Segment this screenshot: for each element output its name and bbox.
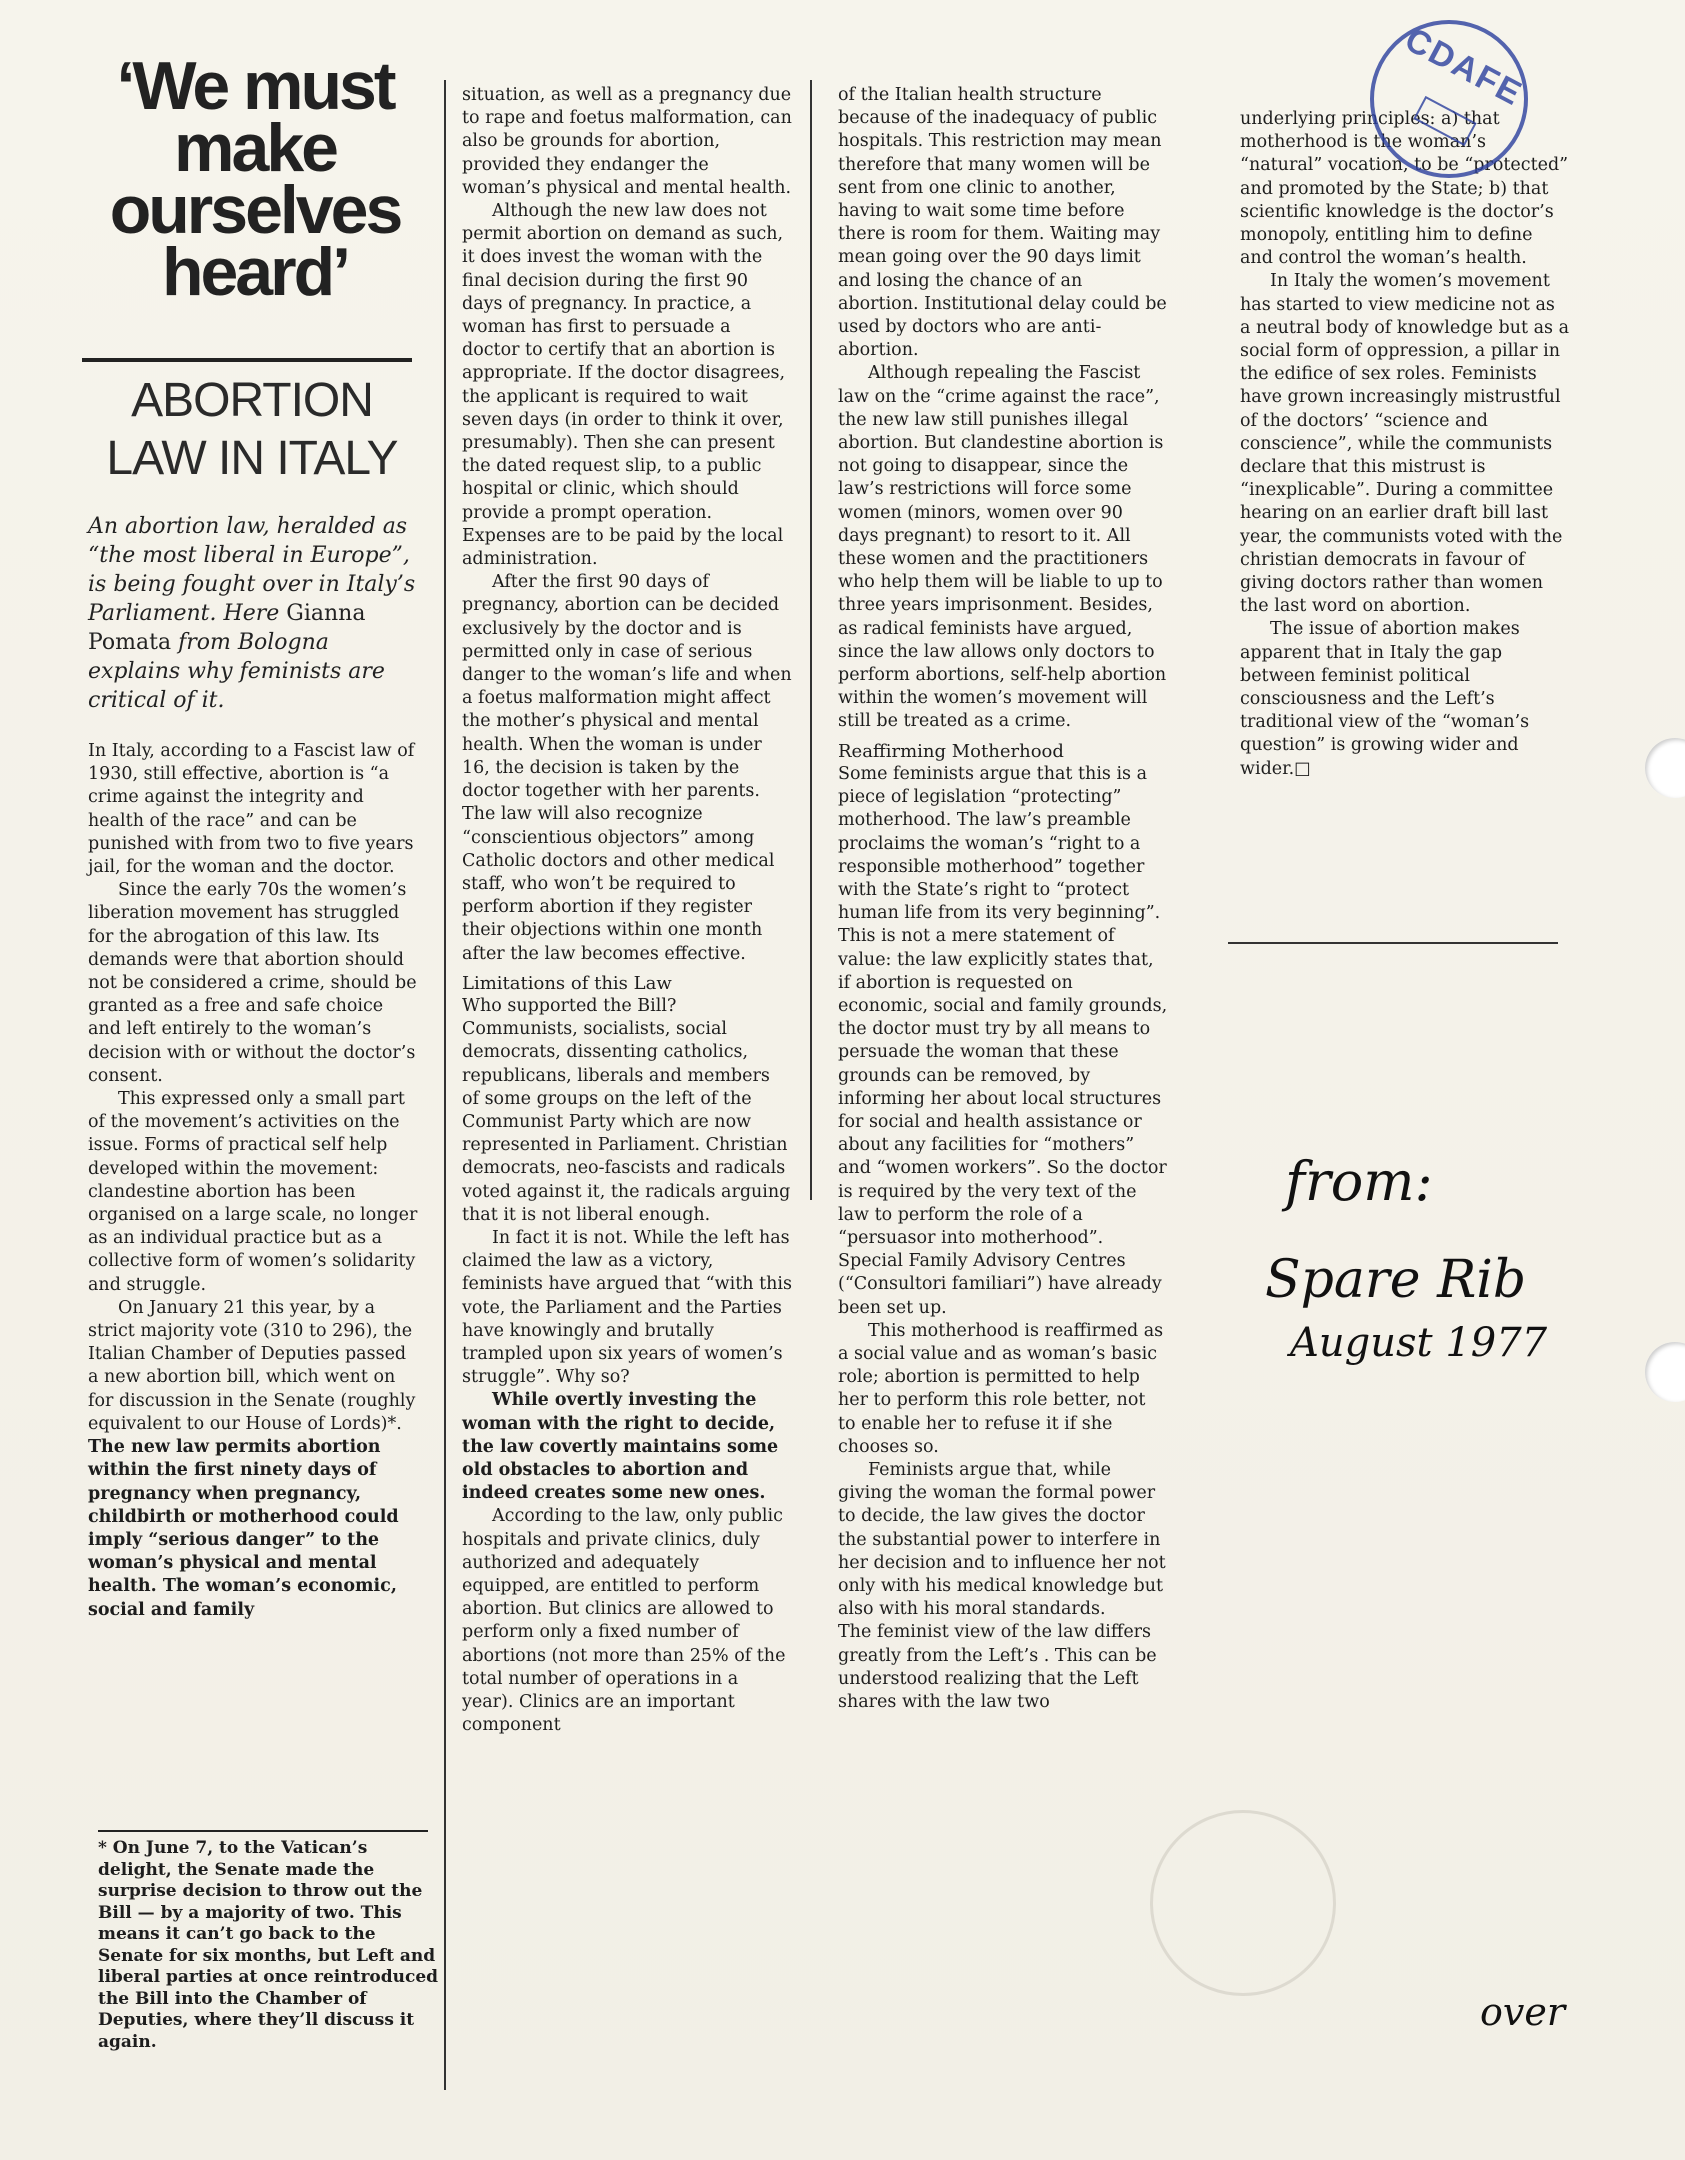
stamp-text: CDAFE: [1398, 20, 1529, 114]
footnote: * On June 7, to the Vatican’s delight, the Senate made the surprise decision to throw out the Bill — by a majority of two. This means it can’t go back to the Senate for six months, but Left and liberal parties at once reintroduced the Bill into the Chamber of Deputies, where they’ll discuss it again.: [98, 1838, 439, 2052]
paragraph: situation, as well as a pregnancy due to rape and foetus malformation, can also be grounds for abortion, provided they endanger the woman’s physical and mental health.: [462, 85, 792, 198]
paragraph: This expressed only a small part of the movement’s activities on the issue. Forms of practical self help developed within the movement: clandestine abortion has been organised on a large scale, no longer as an individual practice but as a collective form of women’s solidarity and struggle.: [88, 1089, 418, 1295]
column-2: [462, 84, 792, 1737]
paragraph: Although the new law does not permit abortion on demand as such, it does invest the woman with the final decision during the first 90 days of pregnancy. In practice, a woman has first to persuade a doctor to certify that an abortion is appropriate. If the doctor disagrees, the applicant is required to wait seven days (in order to think it over, presumably). Then she can present the dated request slip, to a public hospital or clinic, which should provide a prompt operation. Expenses are to be paid by the local administration.: [462, 201, 786, 570]
standfirst-part1: An abortion law, heralded as “the most liberal in Europe”, is being fought over in Italy’s Parliament. Here: [88, 514, 416, 626]
paragraph: Some feminists argue that this is a piece of legislation “protecting” motherhood. The law’s preamble proclaims the woman’s “right to a responsible motherhood” together with the State’s right to “protect human life from its very beginning”. This is not a mere statement of value: the law explicitly states that, if abortion is requested on economic, social and family grounds, the doctor must try by all means to persuade the woman that these grounds can be removed, by informing her about local structures for social and health assistance or about any facilities for “mothers” and “women workers”. So the doctor is required by the very text of the law to perform the role of a “persuasor into motherhood”. Special Family Advisory Centres (“Consultori familiari”) have already been set up.: [838, 763, 1168, 1318]
author-name: Gianna Pomata: [88, 601, 366, 655]
column-4: [1240, 108, 1570, 781]
column-divider: [444, 80, 446, 2090]
paragraph: Who supported the Bill? Communists, socialists, social democrats, dissenting catholics, republicans, liberals and members of some groups on the left of the Communist Party which are now represented in Parliament. Christian democrats, neo-fascists and radicals voted against it, the radicals arguing that it is not liberal enough.: [462, 995, 791, 1225]
section-heading: Limitations of this Law: [462, 972, 672, 994]
archive-stamp-icon: [1370, 20, 1528, 178]
paragraph: Feminists argue that, while giving the woman the formal power to decide, the law gives the doctor the substantial power to interfere in her decision and to influence her not only with his medical knowledge but also with his moral standards.: [838, 1459, 1166, 1620]
paragraph: The feminist view of the law differs greatly from the Left’s . This can be understood realizing that the Left shares with the law two: [838, 1622, 1157, 1713]
handwritten-date: August 1977: [1290, 1320, 1548, 1366]
headline: ‘We must make ourselves heard’: [109, 48, 401, 310]
headline-rule: [82, 358, 412, 362]
footnote-rule: [98, 1830, 428, 1832]
handwritten-source: Spare Rib: [1265, 1250, 1527, 1310]
paragraph: underlying principles: a) that motherhood is the woman’s “natural” vocation, to be “protected” and promoted by the State; b) that scientific knowledge is the doctor’s monopoly, entitling him to define and control the woman’s health.: [1240, 109, 1569, 269]
paragraph: In Italy the women’s movement has started to view medicine not as a neutral body of knowledge but as a social form of oppression, a pillar in the edifice of sex roles. Feminists have grown increasingly mistrustful of the doctors’ “science and conscience”, while the communists declare that this mistrust is “inexplicable”. During a committee hearing on an earlier draft bill last year, the communists voted with the christian democrats in favour of giving doctors rather than women the last word on abortion.: [1240, 271, 1569, 617]
column-divider: [810, 80, 812, 1200]
paragraph: While overtly investing the woman with the right to decide, the law covertly maintains some old obstacles to abortion and indeed creates some new ones.: [462, 1390, 779, 1504]
paragraph: In Italy, according to a Fascist law of 1930, still effective, abortion is “a crime against the integrity and health of the race” and can be punished with from two to five years jail, for the woman and the doctor.: [88, 741, 415, 878]
section-heading: Reaffirming Motherhood: [838, 740, 1064, 762]
paragraph: Although repealing the Fascist law on the “crime against the race”, the new law still punishes illegal abortion. But clandestine abortion is not going to disappear, since the law’s restrictions will force some women (minors, women over 90 days pregnant) to resort to it. All these women and the practitioners who help them will be liable to up to three years imprisonment. Besides, as radical feminists have argued, since the law allows only doctors to perform abortions, self-help abortion within the women’s movement will still be treated as a crime.: [838, 363, 1167, 732]
paragraph: According to the law, only public hospitals and private clinics, duly authorized and adequately equipped, are entitled to perform abortion. But clinics are allowed to perform only a fixed number of abortions (not more than 25% of the total number of operations in a year). Clinics are an important component: [462, 1506, 786, 1736]
paragraph: In fact it is not. While the left has claimed the law as a victory, feminists have argued that “with this vote, the Parliament and the Parties have knowingly and brutally trampled upon six years of women’s struggle”. Why so?: [462, 1227, 792, 1388]
handwritten-from: from:: [1285, 1150, 1433, 1213]
faint-seal-icon: [1150, 1810, 1336, 1996]
punch-hole-icon: [1645, 1342, 1685, 1402]
paragraph: On January 21 this year, by a strict majority vote (310 to 296), the Italian Chamber of Deputies passed a new abortion bill, which went on for discussion in the Senate (roughly equivalent to our House of Lords)*.: [88, 1297, 416, 1434]
paragraph: The issue of abortion makes apparent that in Italy the gap between feminist political consciousness and the Left’s traditional view of the “woman’s question” is growing wider and wider.□: [1240, 619, 1530, 779]
paragraph: This motherhood is reaffirmed as a social value and as woman’s basic role; abortion is permitted to help her to perform this role better, not to enable her to refuse it if she chooses so.: [838, 1320, 1164, 1457]
handwritten-over: over: [1480, 1990, 1565, 2034]
standfirst: [88, 512, 418, 715]
punch-hole-icon: [1645, 738, 1685, 798]
kicker: ABORTION LAW IN ITALY: [106, 374, 398, 485]
column-1: [88, 740, 418, 1622]
paragraph: After the first 90 days of pregnancy, abortion can be decided exclusively by the doctor and is permitted only in case of serious danger to the woman’s life and when a foetus malformation might affect the mother’s physical and mental health. When the woman is under 16, the decision is taken by the doctor together with her parents. The law will also recognize “conscientious objectors” among Catholic doctors and other medical staff, who won’t be required to perform abortion if they register their objections within one month after the law becomes effective.: [462, 572, 792, 964]
paragraph: of the Italian health structure because of the inadequacy of public hospitals. This restriction may mean therefore that many women will be sent from one clinic to another, having to wait some time before there is room for them. Waiting may mean going over the 90 days limit and losing the chance of an abortion. Institutional delay could be used by doctors who are anti-abortion.: [838, 85, 1167, 361]
stamp-inner-box: [1413, 96, 1476, 146]
paragraph: Since the early 70s the women’s liberation movement has struggled for the abrogation of this law. Its demands were that abortion should not be considered a crime, should be granted as a free and safe choice and left entirely to the woman’s decision with or without the doctor’s consent.: [88, 880, 417, 1086]
end-rule: [1228, 942, 1558, 944]
column-3: [838, 84, 1168, 1714]
standfirst-part2: from Bologna explains why feminists are critical of it.: [88, 630, 385, 713]
paragraph: The new law permits abortion within the first ninety days of pregnancy when pregnancy, childbirth or motherhood could imply “serious danger” to the woman’s physical and mental health. The woman’s economic, social and family: [88, 1437, 399, 1620]
